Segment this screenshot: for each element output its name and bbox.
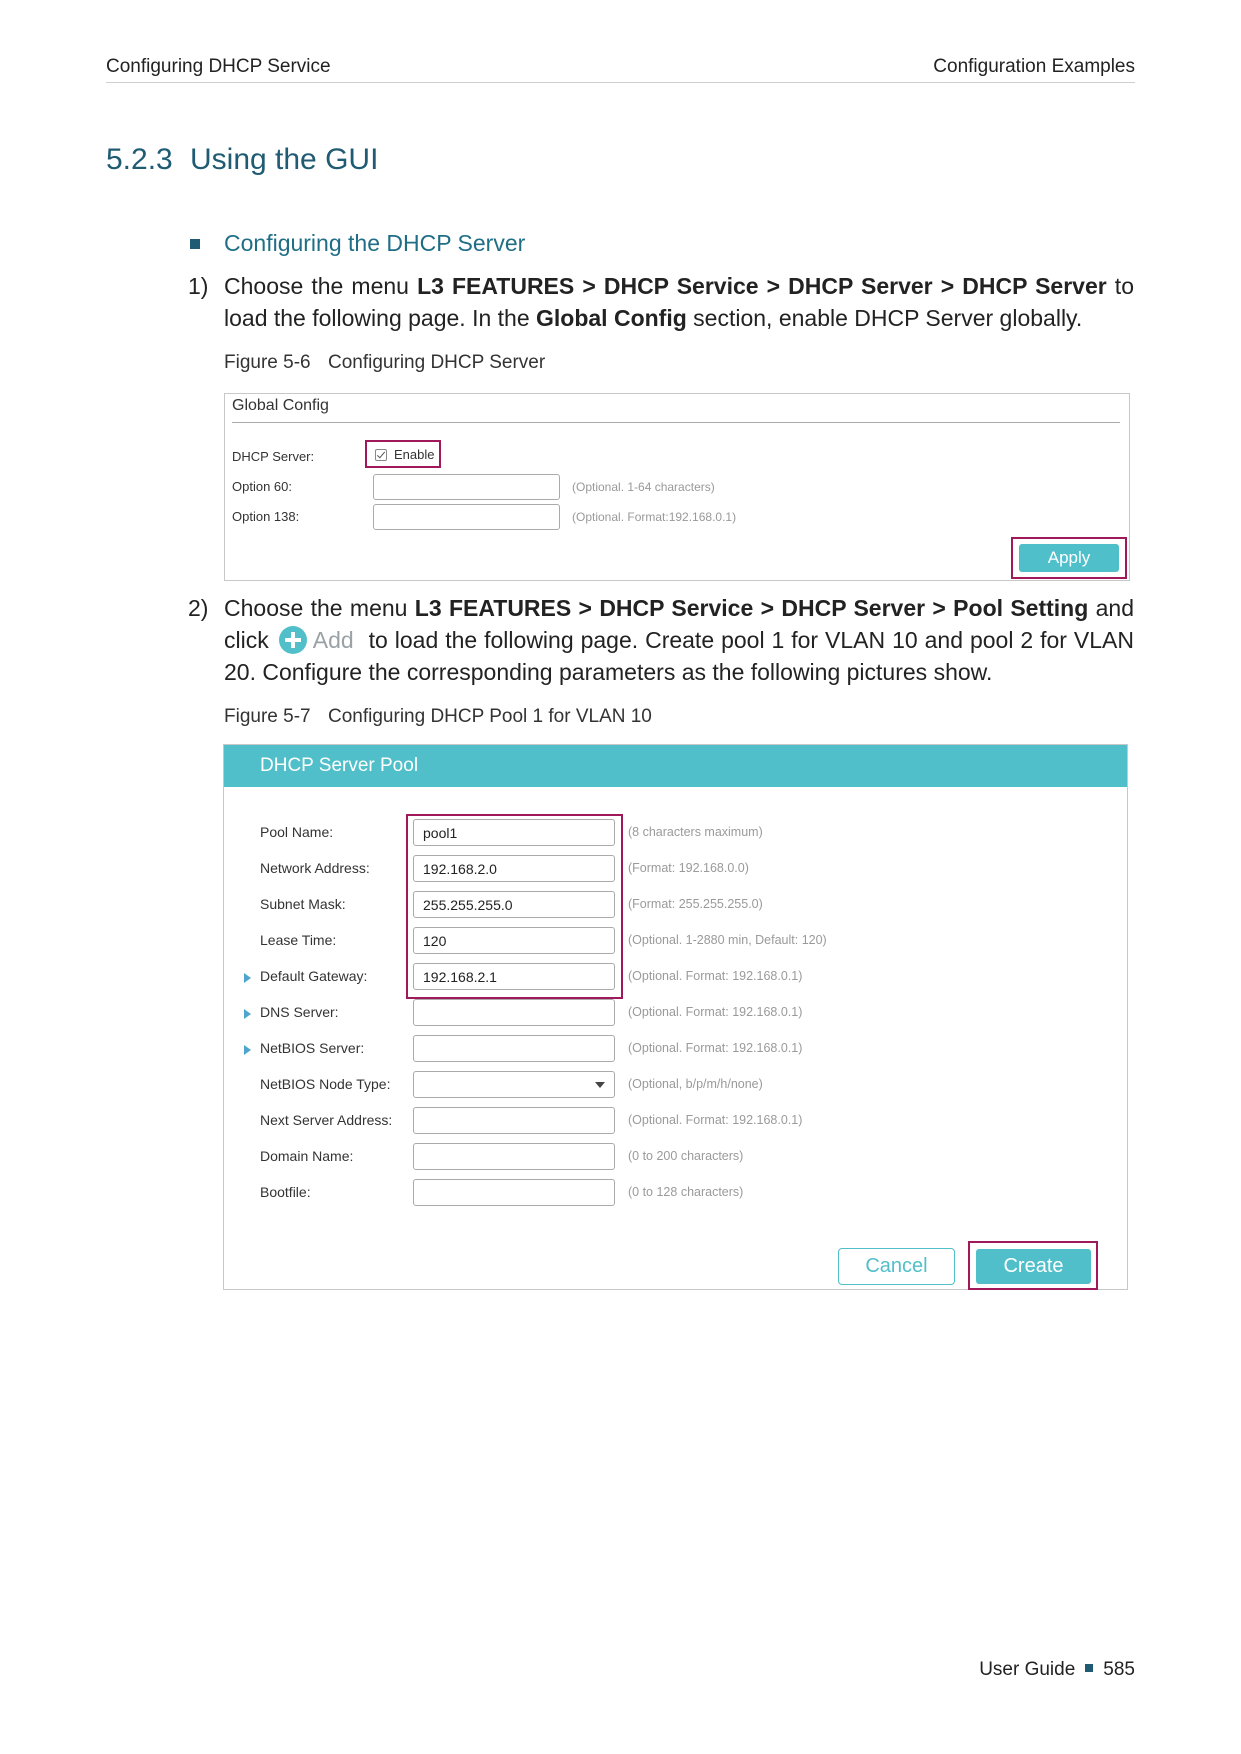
step-number: 1) (188, 273, 209, 299)
dns-server-input[interactable] (413, 999, 615, 1026)
field-label: Subnet Mask: (260, 896, 346, 912)
form-row-netbios-server (224, 1035, 1127, 1063)
step-text-part: Choose the menu (224, 273, 418, 299)
enable-checkbox[interactable] (375, 447, 434, 462)
checkbox-checked-icon[interactable] (375, 449, 387, 461)
section-number: 5.2.3 (106, 143, 173, 176)
running-header-left: Configuring DHCP Service (106, 56, 331, 77)
network-address-input[interactable]: 192.168.2.0 (413, 855, 615, 882)
step-text (224, 592, 1134, 688)
field-label: Next Server Address: (260, 1112, 393, 1128)
form-row-domain-name (224, 1143, 1127, 1171)
footer-text: User Guide (979, 1659, 1076, 1680)
lease-time-input[interactable]: 120 (413, 927, 615, 954)
panel-title: DHCP Server Pool (260, 755, 419, 776)
page-number: 585 (1103, 1659, 1135, 1680)
figure-label: Figure 5-6 (224, 352, 311, 373)
field-hint: (0 to 200 characters) (628, 1149, 744, 1163)
page-footer (979, 1659, 1135, 1681)
step-text (224, 270, 1134, 334)
step-number: 2) (188, 595, 209, 621)
panel-header-bar (224, 745, 1127, 787)
bootfile-input[interactable] (413, 1179, 615, 1206)
bullet-heading-text: Configuring the DHCP Server (224, 230, 526, 256)
cancel-button[interactable]: Cancel (838, 1248, 955, 1285)
square-bullet-icon (190, 239, 200, 249)
subnet-mask-input[interactable]: 255.255.255.0 (413, 891, 615, 918)
form-row-subnet-mask (224, 891, 1127, 919)
create-button[interactable]: Create (976, 1249, 1091, 1284)
netbios-node-type-select[interactable] (413, 1071, 615, 1098)
form-row-dns-server (224, 999, 1127, 1027)
field-hint: (Format: 192.168.0.0) (628, 861, 749, 875)
form-row-lease-time (224, 927, 1127, 955)
figure-caption-text: Configuring DHCP Server (328, 352, 546, 373)
header-divider (106, 82, 1135, 83)
field-hint: (Optional, b/p/m/h/none) (628, 1077, 763, 1091)
expand-arrow-icon[interactable] (244, 1045, 251, 1055)
form-row-next-server-address (224, 1107, 1127, 1135)
menu-path: L3 FEATURES > DHCP Service > DHCP Server > Pool Setting (414, 595, 1089, 621)
form-row-default-gateway (224, 963, 1127, 991)
apply-button[interactable]: Apply (1019, 544, 1119, 572)
global-config-panel (224, 393, 1130, 581)
option60-hint: (Optional. 1-64 characters) (572, 480, 715, 494)
step-text-part: to load the following page. Create pool 1 for VLAN 10 and pool 2 for VLAN 20. Configure the corresponding parameters as the following pictures show. (224, 627, 1134, 685)
field-label: Bootfile: (260, 1184, 311, 1200)
field-label: NetBIOS Server: (260, 1040, 365, 1056)
form-row-netbios-node-type (224, 1071, 1127, 1099)
figure-caption-text: Configuring DHCP Pool 1 for VLAN 10 (328, 706, 652, 727)
field-label: DNS Server: (260, 1004, 339, 1020)
add-circle-icon (279, 626, 307, 654)
field-label: NetBIOS Node Type: (260, 1076, 391, 1092)
default-gateway-input[interactable]: 192.168.2.1 (413, 963, 615, 990)
domain-name-input[interactable] (413, 1143, 615, 1170)
field-hint: (Optional. 1-2880 min, Default: 120) (628, 933, 827, 947)
dhcp-server-pool-panel (223, 744, 1128, 1290)
section-title-text: Using the GUI (190, 143, 379, 176)
option60-label: Option 60: (232, 479, 292, 494)
option60-input[interactable] (373, 474, 560, 500)
field-label: Pool Name: (260, 824, 334, 840)
running-header-right: Configuration Examples (933, 56, 1135, 77)
field-hint: (Optional. Format: 192.168.0.1) (628, 1113, 803, 1127)
field-label: Lease Time: (260, 932, 337, 948)
chevron-down-icon (595, 1082, 605, 1088)
panel-title: Global Config (232, 397, 329, 414)
field-hint: (0 to 128 characters) (628, 1185, 744, 1199)
square-bullet-icon (1085, 1664, 1093, 1672)
section-name: Global Config (536, 305, 687, 331)
panel-divider (232, 422, 1120, 423)
enable-label: Enable (394, 447, 435, 462)
field-label: Network Address: (260, 860, 370, 876)
field-label: Default Gateway: (260, 968, 368, 984)
form-row-bootfile (224, 1179, 1127, 1207)
pool-name-input[interactable]: pool1 (413, 819, 615, 846)
option138-input[interactable] (373, 504, 560, 530)
form-row-pool-name (224, 819, 1127, 847)
field-label: Domain Name: (260, 1148, 354, 1164)
next-server-address-input[interactable] (413, 1107, 615, 1134)
figure-caption (224, 706, 652, 728)
step-text-part: to load the following page. In the (224, 273, 1134, 331)
expand-arrow-icon[interactable] (244, 973, 251, 983)
dhcp-server-label: DHCP Server: (232, 449, 315, 464)
step-text-part: section, enable DHCP Server globally. (686, 305, 1083, 331)
field-hint: (8 characters maximum) (628, 825, 763, 839)
option138-label: Option 138: (232, 509, 300, 524)
form-row-network-address (224, 855, 1127, 883)
netbios-server-input[interactable] (413, 1035, 615, 1062)
step-text-part: Choose the menu (224, 595, 415, 621)
menu-path: L3 FEATURES > DHCP Service > DHCP Server > DHCP Server (417, 273, 1107, 299)
figure-label: Figure 5-7 (224, 706, 311, 727)
section-title (106, 143, 378, 177)
field-hint: (Optional. Format: 192.168.0.1) (628, 1041, 803, 1055)
field-hint: (Optional. Format: 192.168.0.1) (628, 1005, 803, 1019)
field-hint: (Optional. Format: 192.168.0.1) (628, 969, 803, 983)
field-hint: (Format: 255.255.255.0) (628, 897, 763, 911)
expand-arrow-icon[interactable] (244, 1009, 251, 1019)
add-button-label: Add (312, 627, 354, 653)
option138-hint: (Optional. Format:192.168.0.1) (572, 510, 737, 524)
step-text-part: and click (224, 595, 1135, 653)
figure-caption (224, 352, 545, 374)
